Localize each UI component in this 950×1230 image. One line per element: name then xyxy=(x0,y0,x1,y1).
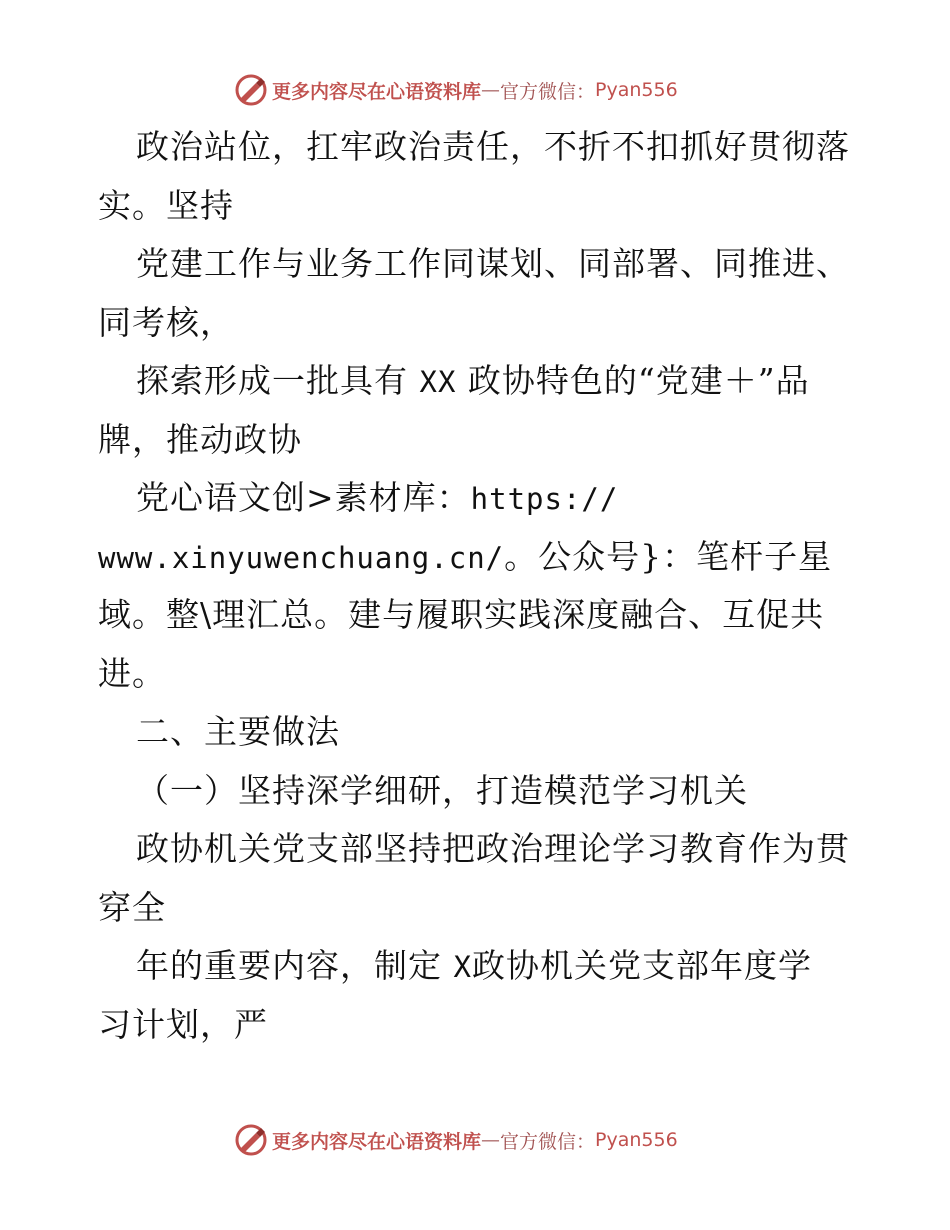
header-wechat-label: 官方微信： xyxy=(500,80,596,103)
paragraph-line: 党建工作与业务工作同谋划、同部署、同推进、 xyxy=(136,244,850,283)
footer-promo-text: 更多内容尽在心语资料库 xyxy=(272,1130,482,1153)
pen-logo-icon xyxy=(234,73,268,107)
paragraph-line: 实。坚持 xyxy=(98,185,234,225)
paragraph-line: 进。 xyxy=(98,653,166,693)
footer-wechat-id: Pyan556 xyxy=(595,1129,678,1151)
paragraph-line: 同考核， xyxy=(98,302,234,342)
text-segment: 政协机关党支部年度学 xyxy=(471,946,812,985)
paragraph-line: 政协机关党支部坚持把政治理论学习教育作为贯 xyxy=(136,829,850,868)
paragraph-line xyxy=(98,937,858,996)
url-text: www.xinyuwenchuang.cn/ xyxy=(98,540,505,575)
paragraph-line xyxy=(98,469,858,528)
text-segment: XX xyxy=(419,365,457,399)
document-body xyxy=(98,118,858,1054)
header-dash: — xyxy=(481,79,501,101)
footer-banner xyxy=(234,1122,678,1158)
paragraph-line: 政治站位，扛牢政治责任，不折不扣抓好贯彻落 xyxy=(136,127,850,166)
header-banner xyxy=(234,72,678,108)
paragraph-line: 习计划，严 xyxy=(98,1004,268,1044)
paragraph-line: 域。整\理汇总。建与履职实践深度融合、互促共 xyxy=(98,595,825,634)
section-heading: 二、主要做法 xyxy=(136,712,340,751)
pen-logo-icon xyxy=(234,1123,268,1157)
paragraph-line: 牌，推动政协 xyxy=(98,419,302,459)
text-segment: 年的重要内容，制定 xyxy=(136,946,454,985)
text-segment: 政协特色的“党建＋”品 xyxy=(456,361,810,400)
header-wechat-id: Pyan556 xyxy=(595,79,678,101)
paragraph-line xyxy=(98,528,858,587)
paragraph-line: 穿全 xyxy=(98,887,166,927)
footer-wechat-label: 官方微信： xyxy=(500,1130,596,1153)
footer-dash: — xyxy=(481,1129,501,1151)
subsection-heading: （一）坚持深学细研，打造模范学习机关 xyxy=(136,770,748,810)
header-promo-text: 更多内容尽在心语资料库 xyxy=(272,80,482,103)
text-segment: 。公众号}：笔杆子星 xyxy=(504,536,833,576)
text-segment: X xyxy=(453,950,472,984)
text-segment: 党心语文创>素材库： xyxy=(136,478,471,517)
paragraph-line xyxy=(98,352,858,411)
url-text: https:// xyxy=(470,482,619,516)
text-segment: 探索形成一批具有 xyxy=(136,361,420,400)
